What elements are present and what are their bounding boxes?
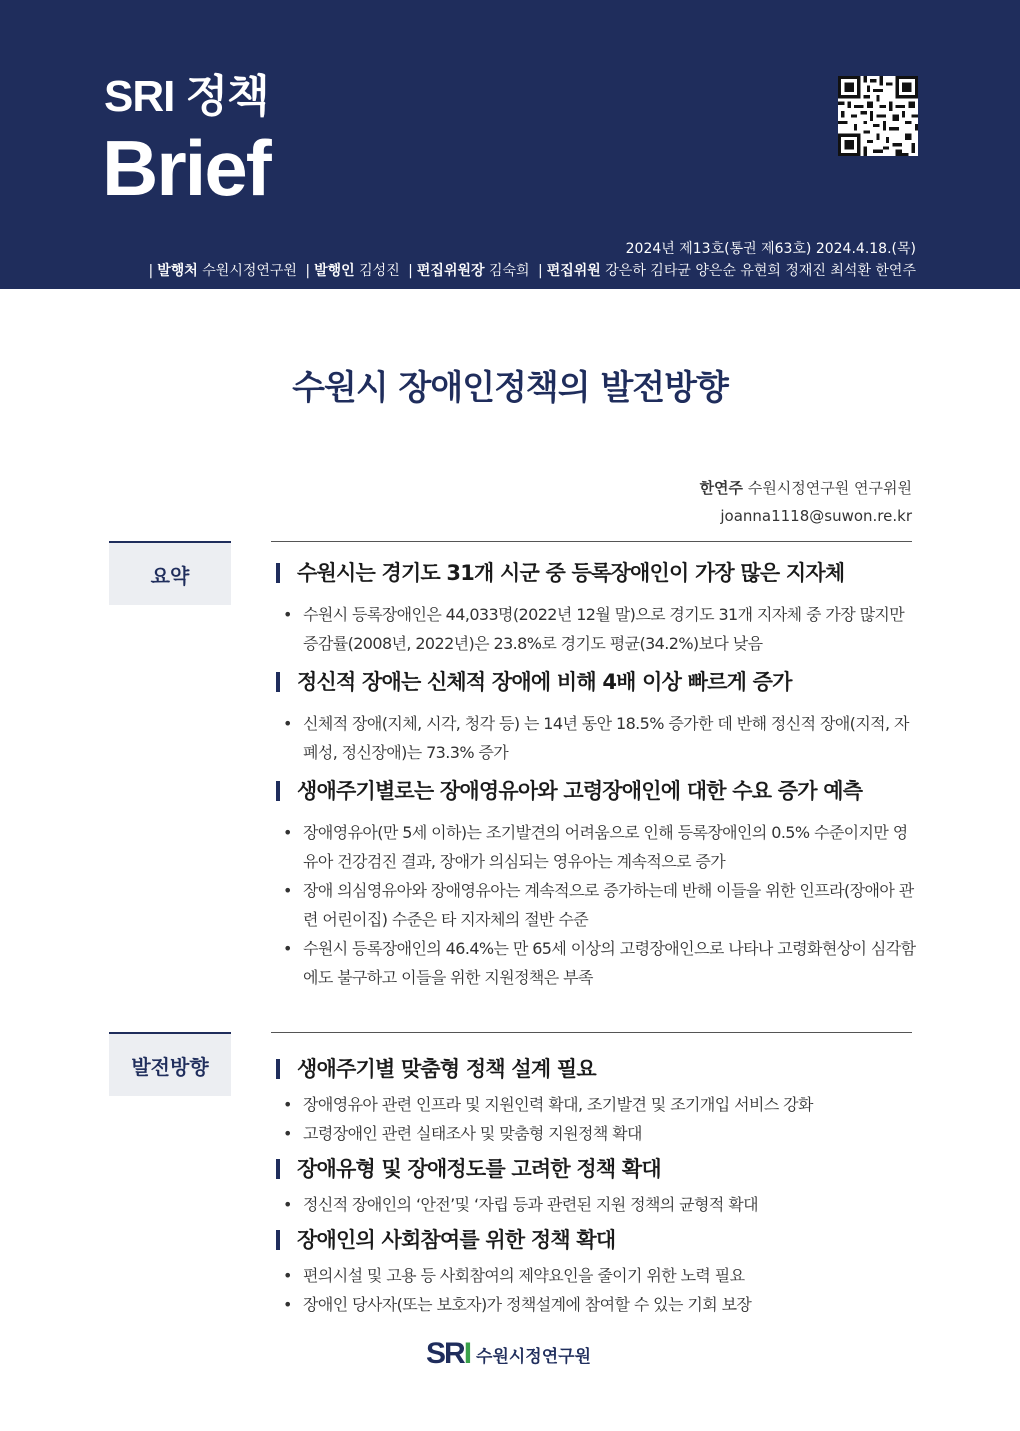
summary-label: 요약 xyxy=(109,541,231,605)
direction-bullet: • 편의시설 및 고용 등 사회참여의 제약요인을 줄이기 위한 노력 필요 xyxy=(271,1261,916,1290)
direction-block xyxy=(271,1054,916,1319)
summary-heading-3: 생애주기별로는 장애영유아와 고령장애인에 대한 수요 증가 예측 xyxy=(271,776,916,806)
summary-divider xyxy=(271,541,912,542)
issue-info: 2024년 제13호(통권 제63호) 2024.4.18.(목) xyxy=(625,241,916,257)
separator: | xyxy=(305,263,311,279)
summary-bullet: • 장애 의심영유아와 장애영유아는 계속적으로 증가하는데 반해 이들을 위한 인프라(장애아 관련 어린이집) 수준은 타 지자체의 절반 수준 xyxy=(271,876,916,934)
staff-info xyxy=(145,262,916,280)
header-banner xyxy=(0,0,1020,289)
qr-code-icon[interactable] xyxy=(838,76,918,156)
separator: | xyxy=(538,263,543,279)
brand-title: SRI 정책 xyxy=(104,72,269,121)
staff-name: 수원시정연구원 xyxy=(202,263,297,279)
author-name: 한연주 xyxy=(699,479,744,497)
logo-sr: SR xyxy=(426,1337,464,1370)
direction-heading-1: 생애주기별 맞춤형 정책 설계 필요 xyxy=(271,1054,916,1084)
summary-bullet: • 장애영유아(만 5세 이하)는 조기발견의 어려움으로 인해 등록장애인의 0.5% 수준이지만 영유아 건강검진 결과, 장애가 의심되는 영유아는 계속적으로 증가 xyxy=(271,818,916,876)
staff-role: 편집위원 xyxy=(546,263,601,279)
brand-brief: Brief xyxy=(102,124,270,212)
staff-role: 편집위원장 xyxy=(416,263,485,279)
direction-bullet: • 고령장애인 관련 실태조사 및 맞춤형 지원정책 확대 xyxy=(271,1119,916,1148)
summary-bullet: • 수원시 등록장애인의 46.4%는 만 65세 이상의 고령장애인으로 나타나 고령화현상이 심각함에도 불구하고 이들을 위한 지원정책은 부족 xyxy=(271,934,916,992)
summary-bullet: • 수원시 등록장애인은 44,033명(2022년 12월 말)으로 경기도 31개 지자체 중 가장 많지만 증감률(2008년, 2022년)은 23.8%로 경기도 평균(34.2%)보다 낮음 xyxy=(271,600,916,658)
direction-divider xyxy=(271,1032,912,1033)
summary-block xyxy=(271,558,916,992)
logo-name: 수원시정연구원 xyxy=(476,1346,591,1367)
logo-i: I xyxy=(463,1337,473,1370)
summary-heading-1: 수원시는 경기도 31개 시군 중 등록장애인이 가장 많은 지자체 xyxy=(271,558,916,588)
staff-name: 김성진 xyxy=(359,263,400,279)
direction-bullet: • 장애인 당사자(또는 보호자)가 정책설계에 참여할 수 있는 기회 보장 xyxy=(271,1290,916,1319)
staff-name: 김숙희 xyxy=(488,263,530,279)
author-email[interactable]: joanna1118@suwon.re.kr xyxy=(720,507,912,525)
direction-heading-2: 장애유형 및 장애정도를 고려한 정책 확대 xyxy=(271,1154,916,1184)
staff-role: 발행처 xyxy=(157,263,198,279)
author-block xyxy=(700,474,912,530)
staff-name: 강은하 김타균 양은순 유현희 정재진 최석환 한연주 xyxy=(605,263,916,279)
direction-bullet: • 정신적 장애인의 ‘안전’및 ‘자립 등과 관련된 지원 정책의 균형적 확대 xyxy=(271,1190,916,1219)
direction-heading-3: 장애인의 사회참여를 위한 정책 확대 xyxy=(271,1225,916,1255)
separator: | xyxy=(408,263,413,279)
summary-heading-2: 정신적 장애는 신체적 장애에 비해 4배 이상 빠르게 증가 xyxy=(271,667,916,697)
author-line xyxy=(700,474,912,502)
direction-label: 발전방향 xyxy=(109,1032,231,1096)
separator: | xyxy=(148,263,154,279)
page-title: 수원시 장애인정책의 발전방향 xyxy=(292,368,728,408)
summary-bullet: • 신체적 장애(지체, 시각, 청각 등) 는 14년 동안 18.5% 증가한 데 반해 정신적 장애(지적, 자폐성, 정신장애)는 73.3% 증가 xyxy=(271,709,916,767)
staff-role: 발행인 xyxy=(314,263,355,279)
author-affiliation: 수원시정연구원 연구위원 xyxy=(747,479,912,497)
direction-bullet: • 장애영유아 관련 인프라 및 지원인력 확대, 조기발견 및 조기개입 서비스 강화 xyxy=(271,1090,916,1119)
footer-logo xyxy=(426,1337,591,1371)
